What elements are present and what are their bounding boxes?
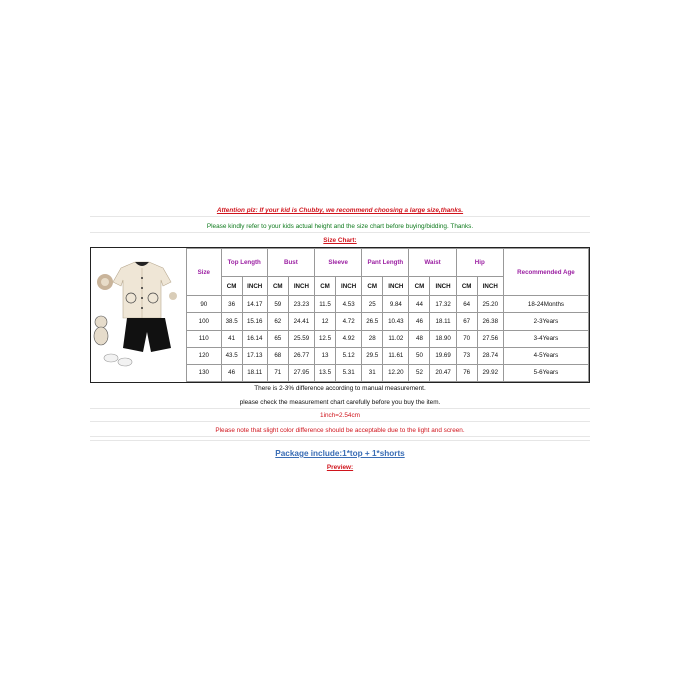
measurement-cell: 29.5	[362, 347, 383, 364]
measurement-cell: 18.11	[242, 364, 267, 381]
difference-note: There is 2-3% difference according to manual measurement.	[254, 385, 426, 392]
size-cell: 120	[187, 347, 222, 364]
unit-inch: INCH	[430, 277, 456, 296]
measurement-cell: 23.23	[288, 296, 314, 313]
measurement-cell: 15.16	[242, 313, 267, 330]
measurement-cell: 26.38	[477, 313, 503, 330]
table-row	[187, 347, 589, 364]
measurement-cell: 16.14	[242, 330, 267, 347]
top-length-header: Top Length	[221, 249, 267, 277]
measurement-cell: 48	[409, 330, 430, 347]
measurement-cell: 64	[456, 296, 477, 313]
refer-note: Please kindly refer to your kids actual height and the size chart before buying/bidding. Thanks.	[90, 222, 590, 233]
measurement-cell: 25.20	[477, 296, 503, 313]
age-cell: 2-3Years	[503, 313, 588, 330]
measurement-cell: 19.69	[430, 347, 456, 364]
measurement-cell: 27.95	[288, 364, 314, 381]
product-image	[91, 248, 187, 382]
measurement-cell: 18.11	[430, 313, 456, 330]
measurement-cell: 12.20	[383, 364, 409, 381]
measurement-cell: 14.17	[242, 296, 267, 313]
measurement-cell: 44	[409, 296, 430, 313]
measurement-cell: 25.59	[288, 330, 314, 347]
measurement-cell: 24.41	[288, 313, 314, 330]
size-chart-title: Size Chart:	[323, 237, 357, 244]
unit-cm: CM	[409, 277, 430, 296]
divider	[90, 440, 590, 441]
age-cell: 4-5Years	[503, 347, 588, 364]
measurement-cell: 70	[456, 330, 477, 347]
measurement-cell: 13	[315, 347, 336, 364]
measurement-cell: 31	[362, 364, 383, 381]
measurement-cell: 36	[221, 296, 242, 313]
pant-length-header: Pant Length	[362, 249, 409, 277]
measurement-cell: 28.74	[477, 347, 503, 364]
unit-cm: CM	[267, 277, 288, 296]
measurement-cell: 26.5	[362, 313, 383, 330]
size-table	[186, 248, 589, 382]
measurement-cell: 28	[362, 330, 383, 347]
preview-label: Preview:	[326, 464, 354, 471]
measurement-cell: 11.61	[383, 347, 409, 364]
table-row	[187, 313, 589, 330]
measurement-cell: 25	[362, 296, 383, 313]
measurement-cell: 71	[267, 364, 288, 381]
unit-cm: CM	[456, 277, 477, 296]
measurement-cell: 4.53	[336, 296, 362, 313]
measurement-cell: 17.32	[430, 296, 456, 313]
measurement-cell: 43.5	[221, 347, 242, 364]
measurement-cell: 52	[409, 364, 430, 381]
size-cell: 130	[187, 364, 222, 381]
size-rows	[187, 296, 589, 382]
measurement-cell: 46	[221, 364, 242, 381]
size-chart-block	[90, 247, 590, 383]
measurement-cell: 5.12	[336, 347, 362, 364]
unit-inch: INCH	[242, 277, 267, 296]
measurement-cell: 73	[456, 347, 477, 364]
measurement-cell: 59	[267, 296, 288, 313]
unit-inch: INCH	[288, 277, 314, 296]
unit-cm: CM	[362, 277, 383, 296]
unit-cm: CM	[221, 277, 242, 296]
measurement-cell: 12.5	[315, 330, 336, 347]
measurement-cell: 62	[267, 313, 288, 330]
hip-header: Hip	[456, 249, 503, 277]
size-cell: 100	[187, 313, 222, 330]
age-cell: 18-24Months	[503, 296, 588, 313]
measurement-cell: 20.47	[430, 364, 456, 381]
measurement-cell: 46	[409, 313, 430, 330]
measurement-cell: 65	[267, 330, 288, 347]
table-row	[187, 330, 589, 347]
measurement-cell: 9.84	[383, 296, 409, 313]
measurement-cell: 67	[456, 313, 477, 330]
table-row	[187, 364, 589, 381]
measurement-cell: 27.56	[477, 330, 503, 347]
table-row	[187, 296, 589, 313]
measurement-cell: 10.43	[383, 313, 409, 330]
measurement-cell: 26.77	[288, 347, 314, 364]
unit-inch: INCH	[336, 277, 362, 296]
size-cell: 110	[187, 330, 222, 347]
measurement-cell: 4.92	[336, 330, 362, 347]
measurement-cell: 41	[221, 330, 242, 347]
recommended-age-header: Recommended Age	[503, 249, 588, 296]
measurement-cell: 12	[315, 313, 336, 330]
size-cell: 90	[187, 296, 222, 313]
age-cell: 3-4Years	[503, 330, 588, 347]
sleeve-header: Sleeve	[315, 249, 362, 277]
measurement-cell: 11.02	[383, 330, 409, 347]
color-difference-note: Please note that slight color difference should be acceptable due to the light and screen.	[90, 426, 590, 437]
unit-cm: CM	[315, 277, 336, 296]
measurement-cell: 76	[456, 364, 477, 381]
unit-inch: INCH	[477, 277, 503, 296]
waist-header: Waist	[409, 249, 456, 277]
measurement-cell: 68	[267, 347, 288, 364]
measurement-cell: 5.31	[336, 364, 362, 381]
inch-conversion-note: 1inch=2.54cm	[90, 411, 590, 422]
measurement-cell: 4.72	[336, 313, 362, 330]
measurement-cell: 11.5	[315, 296, 336, 313]
measurement-cell: 13.5	[315, 364, 336, 381]
measurement-cell: 18.90	[430, 330, 456, 347]
measurement-cell: 29.92	[477, 364, 503, 381]
age-cell: 5-6Years	[503, 364, 588, 381]
unit-inch: INCH	[383, 277, 409, 296]
measurement-cell: 17.13	[242, 347, 267, 364]
measurement-cell: 50	[409, 347, 430, 364]
check-note: please check the measurement chart carefully before you buy the item.	[90, 398, 590, 409]
size-header: Size	[187, 249, 222, 296]
bust-header: Bust	[267, 249, 314, 277]
attention-note: Attention plz: If your kid is Chubby, we recommend choosing a large size,thanks.	[90, 206, 590, 217]
measurement-cell: 38.5	[221, 313, 242, 330]
package-include: Package include:1*top + 1*shorts	[275, 449, 405, 458]
